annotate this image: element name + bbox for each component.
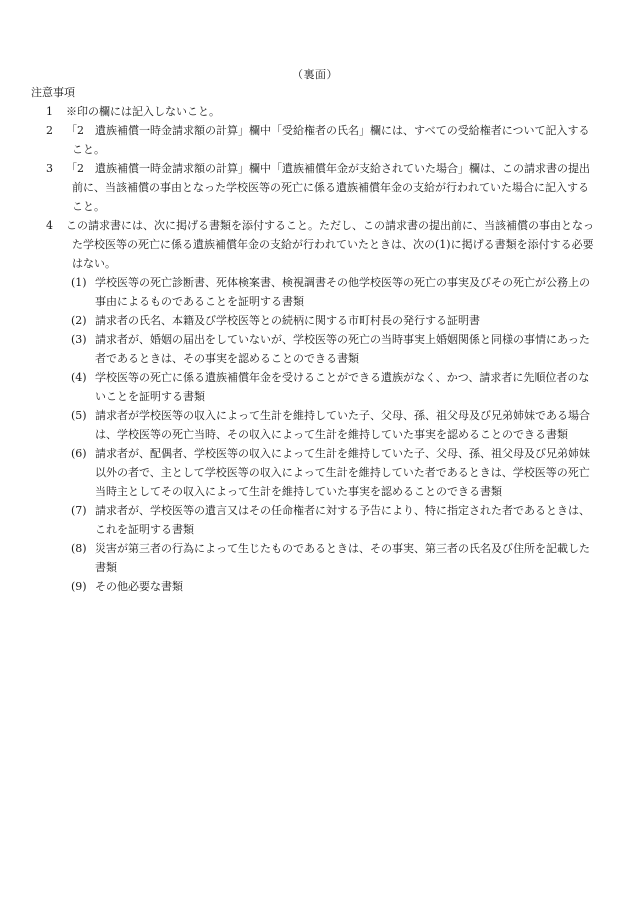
attachment-item-4	[31, 368, 599, 406]
attachment-item-5	[31, 406, 599, 444]
attachment-number: (3)	[71, 333, 87, 346]
note-number: 3	[46, 162, 53, 175]
notes-heading: 注意事項	[31, 86, 75, 99]
attachment-item-1	[31, 273, 599, 311]
notes-list	[31, 102, 599, 596]
attachment-item-7	[31, 501, 599, 539]
note-item-4	[31, 216, 599, 273]
attachment-text: 請求者が、学校医等の遺言又はその任命権者に対する予告により、特に指定された者であるときは、これを証明する書類	[95, 504, 590, 536]
attachment-number: (2)	[71, 314, 87, 327]
attachment-text: 請求者が、配偶者、学校医等の収入によって生計を維持していた子、父母、孫、祖父母及び兄弟姉妹以外の者で、主として学校医等の収入によって生計を維持していた者であるときは、学校医等の死亡当時主としてその収入によって生計を維持していた事実を認めることのできる書類	[95, 447, 590, 498]
attachment-item-8	[31, 539, 599, 577]
note-item-1	[31, 102, 599, 121]
attachment-number: (7)	[71, 504, 87, 517]
attachment-text: 災害が第三者の行為によって生じたものであるときは、その事実、第三者の氏名及び住所を記載した書類	[95, 542, 590, 574]
attachment-text: 学校医等の死亡に係る遺族補償年金を受けることができる遺族がなく、かつ、請求者に先順位者のないことを証明する書類	[95, 371, 590, 403]
note-text: ※印の欄には記入しないこと。	[66, 105, 220, 118]
note-text: 「2 遺族補償一時金請求額の計算」欄中「受給権者の氏名」欄には、すべての受給権者について記入すること。	[66, 124, 590, 156]
attachment-text: 請求者の氏名、本籍及び学校医等との続柄に関する市町村長の発行する証明書	[95, 314, 480, 327]
note-text: この請求書には、次に掲げる書類を添付すること。ただし、この請求書の提出前に、当該補償の事由となった学校医等の死亡に係る遺族補償年金の支給が行われていたときは、次の(1)に掲げる書類を添付する必要はない。	[66, 219, 594, 270]
attachment-number: (6)	[71, 447, 87, 460]
attachment-number: (1)	[71, 276, 87, 289]
note-item-3	[31, 159, 599, 216]
attachment-list	[31, 273, 599, 596]
page-side-title: （裏面）	[292, 68, 338, 81]
attachment-text: 請求者が、婚姻の届出をしていないが、学校医等の死亡の当時事実上婚姻関係と同様の事情にあった者であるときは、その事実を認めることのできる書類	[95, 333, 590, 365]
attachment-number: (9)	[71, 580, 87, 593]
attachment-number: (8)	[71, 542, 87, 555]
attachment-number: (4)	[71, 371, 87, 384]
attachment-text: 学校医等の死亡診断書、死体検案書、検視調書その他学校医等の死亡の事実及びその死亡が公務上の事由によるものであることを証明する書類	[95, 276, 590, 308]
attachment-number: (5)	[71, 409, 87, 422]
attachment-item-6	[31, 444, 599, 501]
attachment-item-3	[31, 330, 599, 368]
attachment-text: 請求者が学校医等の収入によって生計を維持していた子、父母、孫、祖父母及び兄弟姉妹である場合は、学校医等の死亡当時、その収入によって生計を維持していた事実を認めることのできる書類	[95, 409, 590, 441]
note-item-2	[31, 121, 599, 159]
note-number: 4	[46, 219, 53, 232]
note-number: 1	[46, 105, 53, 118]
attachment-text: その他必要な書類	[95, 580, 183, 593]
attachment-item-2	[31, 311, 599, 330]
note-number: 2	[46, 124, 53, 137]
note-text: 「2 遺族補償一時金請求額の計算」欄中「遺族補償年金が支給されていた場合」欄は、この請求書の提出前に、当該補償の事由となった学校医等の死亡に係る遺族補償年金の支給が行われていた場合に記入すること。	[66, 162, 590, 213]
attachment-item-9	[31, 577, 599, 596]
